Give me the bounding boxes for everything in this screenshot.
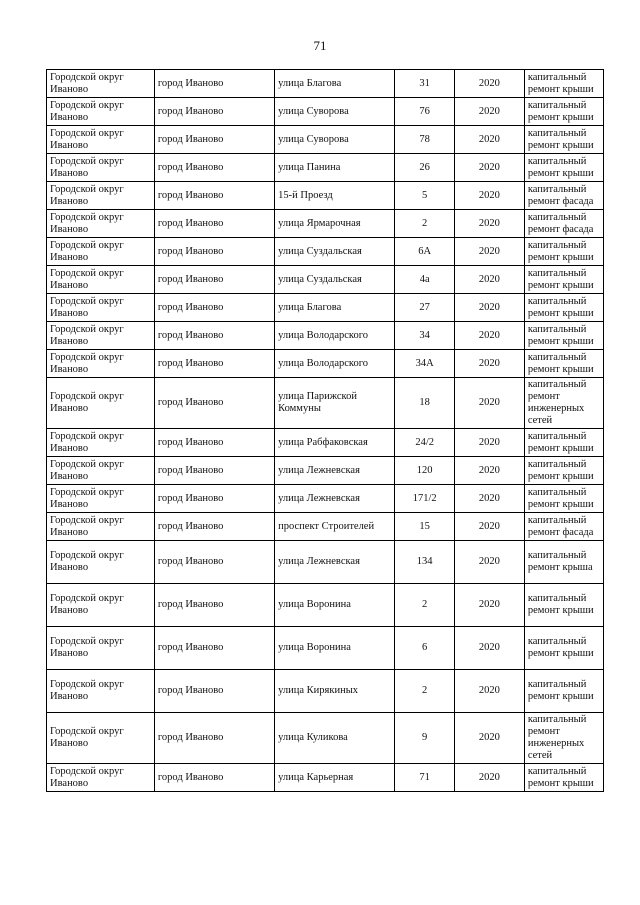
city-cell: город Иваново bbox=[154, 322, 274, 350]
city-cell: город Иваново bbox=[154, 294, 274, 322]
district-cell: Городской округ Иваново bbox=[47, 457, 155, 485]
year-cell: 2020 bbox=[454, 182, 524, 210]
street-cell: улица Суворова bbox=[275, 126, 395, 154]
district-cell: Городской округ Иваново bbox=[47, 513, 155, 541]
street-cell: улица Карьерная bbox=[275, 764, 395, 792]
district-cell: Городской округ Иваново bbox=[47, 713, 155, 764]
work-type-cell: капитальный ремонт крыши bbox=[524, 429, 603, 457]
work-type-cell: капитальный ремонт крыши bbox=[524, 126, 603, 154]
street-cell: улица Лежневская bbox=[275, 457, 395, 485]
house-number-cell: 27 bbox=[395, 294, 455, 322]
table-row bbox=[47, 584, 604, 627]
street-cell: улица Благова bbox=[275, 70, 395, 98]
city-cell: город Иваново bbox=[154, 764, 274, 792]
city-cell: город Иваново bbox=[154, 429, 274, 457]
table-row bbox=[47, 322, 604, 350]
street-cell: улица Кирякиных bbox=[275, 670, 395, 713]
house-number-cell: 76 bbox=[395, 98, 455, 126]
work-type-cell: капитальный ремонт крыши bbox=[524, 154, 603, 182]
year-cell: 2020 bbox=[454, 154, 524, 182]
house-number-cell: 120 bbox=[395, 457, 455, 485]
work-type-cell: капитальный ремонт крыша bbox=[524, 541, 603, 584]
year-cell: 2020 bbox=[454, 294, 524, 322]
street-cell: улица Суздальская bbox=[275, 266, 395, 294]
table-row bbox=[47, 294, 604, 322]
year-cell: 2020 bbox=[454, 457, 524, 485]
work-type-cell: капитальный ремонт крыши bbox=[524, 322, 603, 350]
city-cell: город Иваново bbox=[154, 350, 274, 378]
table-row bbox=[47, 513, 604, 541]
year-cell: 2020 bbox=[454, 70, 524, 98]
district-cell: Городской округ Иваново bbox=[47, 429, 155, 457]
table-row bbox=[47, 98, 604, 126]
house-number-cell: 6А bbox=[395, 238, 455, 266]
house-number-cell: 34 bbox=[395, 322, 455, 350]
house-number-cell: 26 bbox=[395, 154, 455, 182]
table-row bbox=[47, 126, 604, 154]
district-cell: Городской округ Иваново bbox=[47, 154, 155, 182]
table-row bbox=[47, 266, 604, 294]
district-cell: Городской округ Иваново bbox=[47, 294, 155, 322]
street-cell: улица Воронина bbox=[275, 627, 395, 670]
district-cell: Городской округ Иваново bbox=[47, 541, 155, 584]
work-type-cell: капитальный ремонт крыши bbox=[524, 485, 603, 513]
table-row bbox=[47, 154, 604, 182]
table-row bbox=[47, 238, 604, 266]
street-cell: улица Лежневская bbox=[275, 541, 395, 584]
house-number-cell: 4а bbox=[395, 266, 455, 294]
city-cell: город Иваново bbox=[154, 378, 274, 429]
year-cell: 2020 bbox=[454, 713, 524, 764]
year-cell: 2020 bbox=[454, 98, 524, 126]
street-cell: проспект Строителей bbox=[275, 513, 395, 541]
street-cell: улица Суздальская bbox=[275, 238, 395, 266]
year-cell: 2020 bbox=[454, 350, 524, 378]
work-type-cell: капитальный ремонт крыши bbox=[524, 266, 603, 294]
house-number-cell: 9 bbox=[395, 713, 455, 764]
work-type-cell: капитальный ремонт фасада bbox=[524, 210, 603, 238]
table-row bbox=[47, 378, 604, 429]
table-row bbox=[47, 485, 604, 513]
city-cell: город Иваново bbox=[154, 670, 274, 713]
street-cell: улица Суворова bbox=[275, 98, 395, 126]
table-row bbox=[47, 429, 604, 457]
house-number-cell: 171/2 bbox=[395, 485, 455, 513]
table-row bbox=[47, 70, 604, 98]
city-cell: город Иваново bbox=[154, 238, 274, 266]
work-type-cell: капитальный ремонт крыши bbox=[524, 627, 603, 670]
year-cell: 2020 bbox=[454, 584, 524, 627]
work-type-cell: капитальный ремонт инженерных сетей bbox=[524, 378, 603, 429]
page-number: 71 bbox=[313, 38, 327, 53]
city-cell: город Иваново bbox=[154, 126, 274, 154]
district-cell: Городской округ Иваново bbox=[47, 98, 155, 126]
table-row bbox=[47, 182, 604, 210]
work-type-cell: капитальный ремонт крыши bbox=[524, 70, 603, 98]
house-number-cell: 24/2 bbox=[395, 429, 455, 457]
house-number-cell: 15 bbox=[395, 513, 455, 541]
year-cell: 2020 bbox=[454, 266, 524, 294]
work-type-cell: капитальный ремонт крыши bbox=[524, 238, 603, 266]
street-cell: улица Куликова bbox=[275, 713, 395, 764]
city-cell: город Иваново bbox=[154, 713, 274, 764]
city-cell: город Иваново bbox=[154, 627, 274, 670]
district-cell: Городской округ Иваново bbox=[47, 266, 155, 294]
year-cell: 2020 bbox=[454, 126, 524, 154]
street-cell: улица Ярмарочная bbox=[275, 210, 395, 238]
district-cell: Городской округ Иваново bbox=[47, 764, 155, 792]
house-number-cell: 31 bbox=[395, 70, 455, 98]
table-row bbox=[47, 457, 604, 485]
year-cell: 2020 bbox=[454, 670, 524, 713]
year-cell: 2020 bbox=[454, 541, 524, 584]
district-cell: Городской округ Иваново bbox=[47, 670, 155, 713]
district-cell: Городской округ Иваново bbox=[47, 378, 155, 429]
year-cell: 2020 bbox=[454, 322, 524, 350]
city-cell: город Иваново bbox=[154, 266, 274, 294]
city-cell: город Иваново bbox=[154, 485, 274, 513]
district-cell: Городской округ Иваново bbox=[47, 627, 155, 670]
work-type-cell: капитальный ремонт крыши bbox=[524, 294, 603, 322]
work-type-cell: капитальный ремонт крыши bbox=[524, 764, 603, 792]
table-row bbox=[47, 210, 604, 238]
district-cell: Городской округ Иваново bbox=[47, 584, 155, 627]
year-cell: 2020 bbox=[454, 627, 524, 670]
house-number-cell: 6 bbox=[395, 627, 455, 670]
work-type-cell: капитальный ремонт инженерных сетей bbox=[524, 713, 603, 764]
city-cell: город Иваново bbox=[154, 154, 274, 182]
house-number-cell: 2 bbox=[395, 584, 455, 627]
work-type-cell: капитальный ремонт фасада bbox=[524, 182, 603, 210]
work-type-cell: капитальный ремонт крыши bbox=[524, 350, 603, 378]
house-number-cell: 71 bbox=[395, 764, 455, 792]
district-cell: Городской округ Иваново bbox=[47, 182, 155, 210]
year-cell: 2020 bbox=[454, 210, 524, 238]
district-cell: Городской округ Иваново bbox=[47, 238, 155, 266]
table-row bbox=[47, 350, 604, 378]
table-row bbox=[47, 764, 604, 792]
table-row bbox=[47, 670, 604, 713]
house-number-cell: 2 bbox=[395, 210, 455, 238]
year-cell: 2020 bbox=[454, 238, 524, 266]
street-cell: улица Лежневская bbox=[275, 485, 395, 513]
city-cell: город Иваново bbox=[154, 513, 274, 541]
street-cell: улица Парижской Коммуны bbox=[275, 378, 395, 429]
register-table-body bbox=[47, 70, 604, 792]
year-cell: 2020 bbox=[454, 764, 524, 792]
work-type-cell: капитальный ремонт крыши bbox=[524, 457, 603, 485]
work-type-cell: капитальный ремонт крыши bbox=[524, 584, 603, 627]
district-cell: Городской округ Иваново bbox=[47, 126, 155, 154]
year-cell: 2020 bbox=[454, 429, 524, 457]
register-table bbox=[46, 69, 604, 792]
work-type-cell: капитальный ремонт крыши bbox=[524, 670, 603, 713]
street-cell: 15-й Проезд bbox=[275, 182, 395, 210]
house-number-cell: 2 bbox=[395, 670, 455, 713]
house-number-cell: 5 bbox=[395, 182, 455, 210]
district-cell: Городской округ Иваново bbox=[47, 350, 155, 378]
street-cell: улица Рабфаковская bbox=[275, 429, 395, 457]
city-cell: город Иваново bbox=[154, 210, 274, 238]
district-cell: Городской округ Иваново bbox=[47, 210, 155, 238]
table-row bbox=[47, 541, 604, 584]
street-cell: улица Володарского bbox=[275, 350, 395, 378]
house-number-cell: 134 bbox=[395, 541, 455, 584]
city-cell: город Иваново bbox=[154, 182, 274, 210]
house-number-cell: 18 bbox=[395, 378, 455, 429]
district-cell: Городской округ Иваново bbox=[47, 485, 155, 513]
street-cell: улица Володарского bbox=[275, 322, 395, 350]
table-row bbox=[47, 713, 604, 764]
year-cell: 2020 bbox=[454, 485, 524, 513]
city-cell: город Иваново bbox=[154, 70, 274, 98]
house-number-cell: 34А bbox=[395, 350, 455, 378]
city-cell: город Иваново bbox=[154, 457, 274, 485]
work-type-cell: капитальный ремонт крыши bbox=[524, 98, 603, 126]
table-row bbox=[47, 627, 604, 670]
district-cell: Городской округ Иваново bbox=[47, 322, 155, 350]
year-cell: 2020 bbox=[454, 513, 524, 541]
city-cell: город Иваново bbox=[154, 584, 274, 627]
street-cell: улица Панина bbox=[275, 154, 395, 182]
district-cell: Городской округ Иваново bbox=[47, 70, 155, 98]
city-cell: город Иваново bbox=[154, 541, 274, 584]
house-number-cell: 78 bbox=[395, 126, 455, 154]
street-cell: улица Воронина bbox=[275, 584, 395, 627]
year-cell: 2020 bbox=[454, 378, 524, 429]
work-type-cell: капитальный ремонт фасада bbox=[524, 513, 603, 541]
street-cell: улица Благова bbox=[275, 294, 395, 322]
city-cell: город Иваново bbox=[154, 98, 274, 126]
